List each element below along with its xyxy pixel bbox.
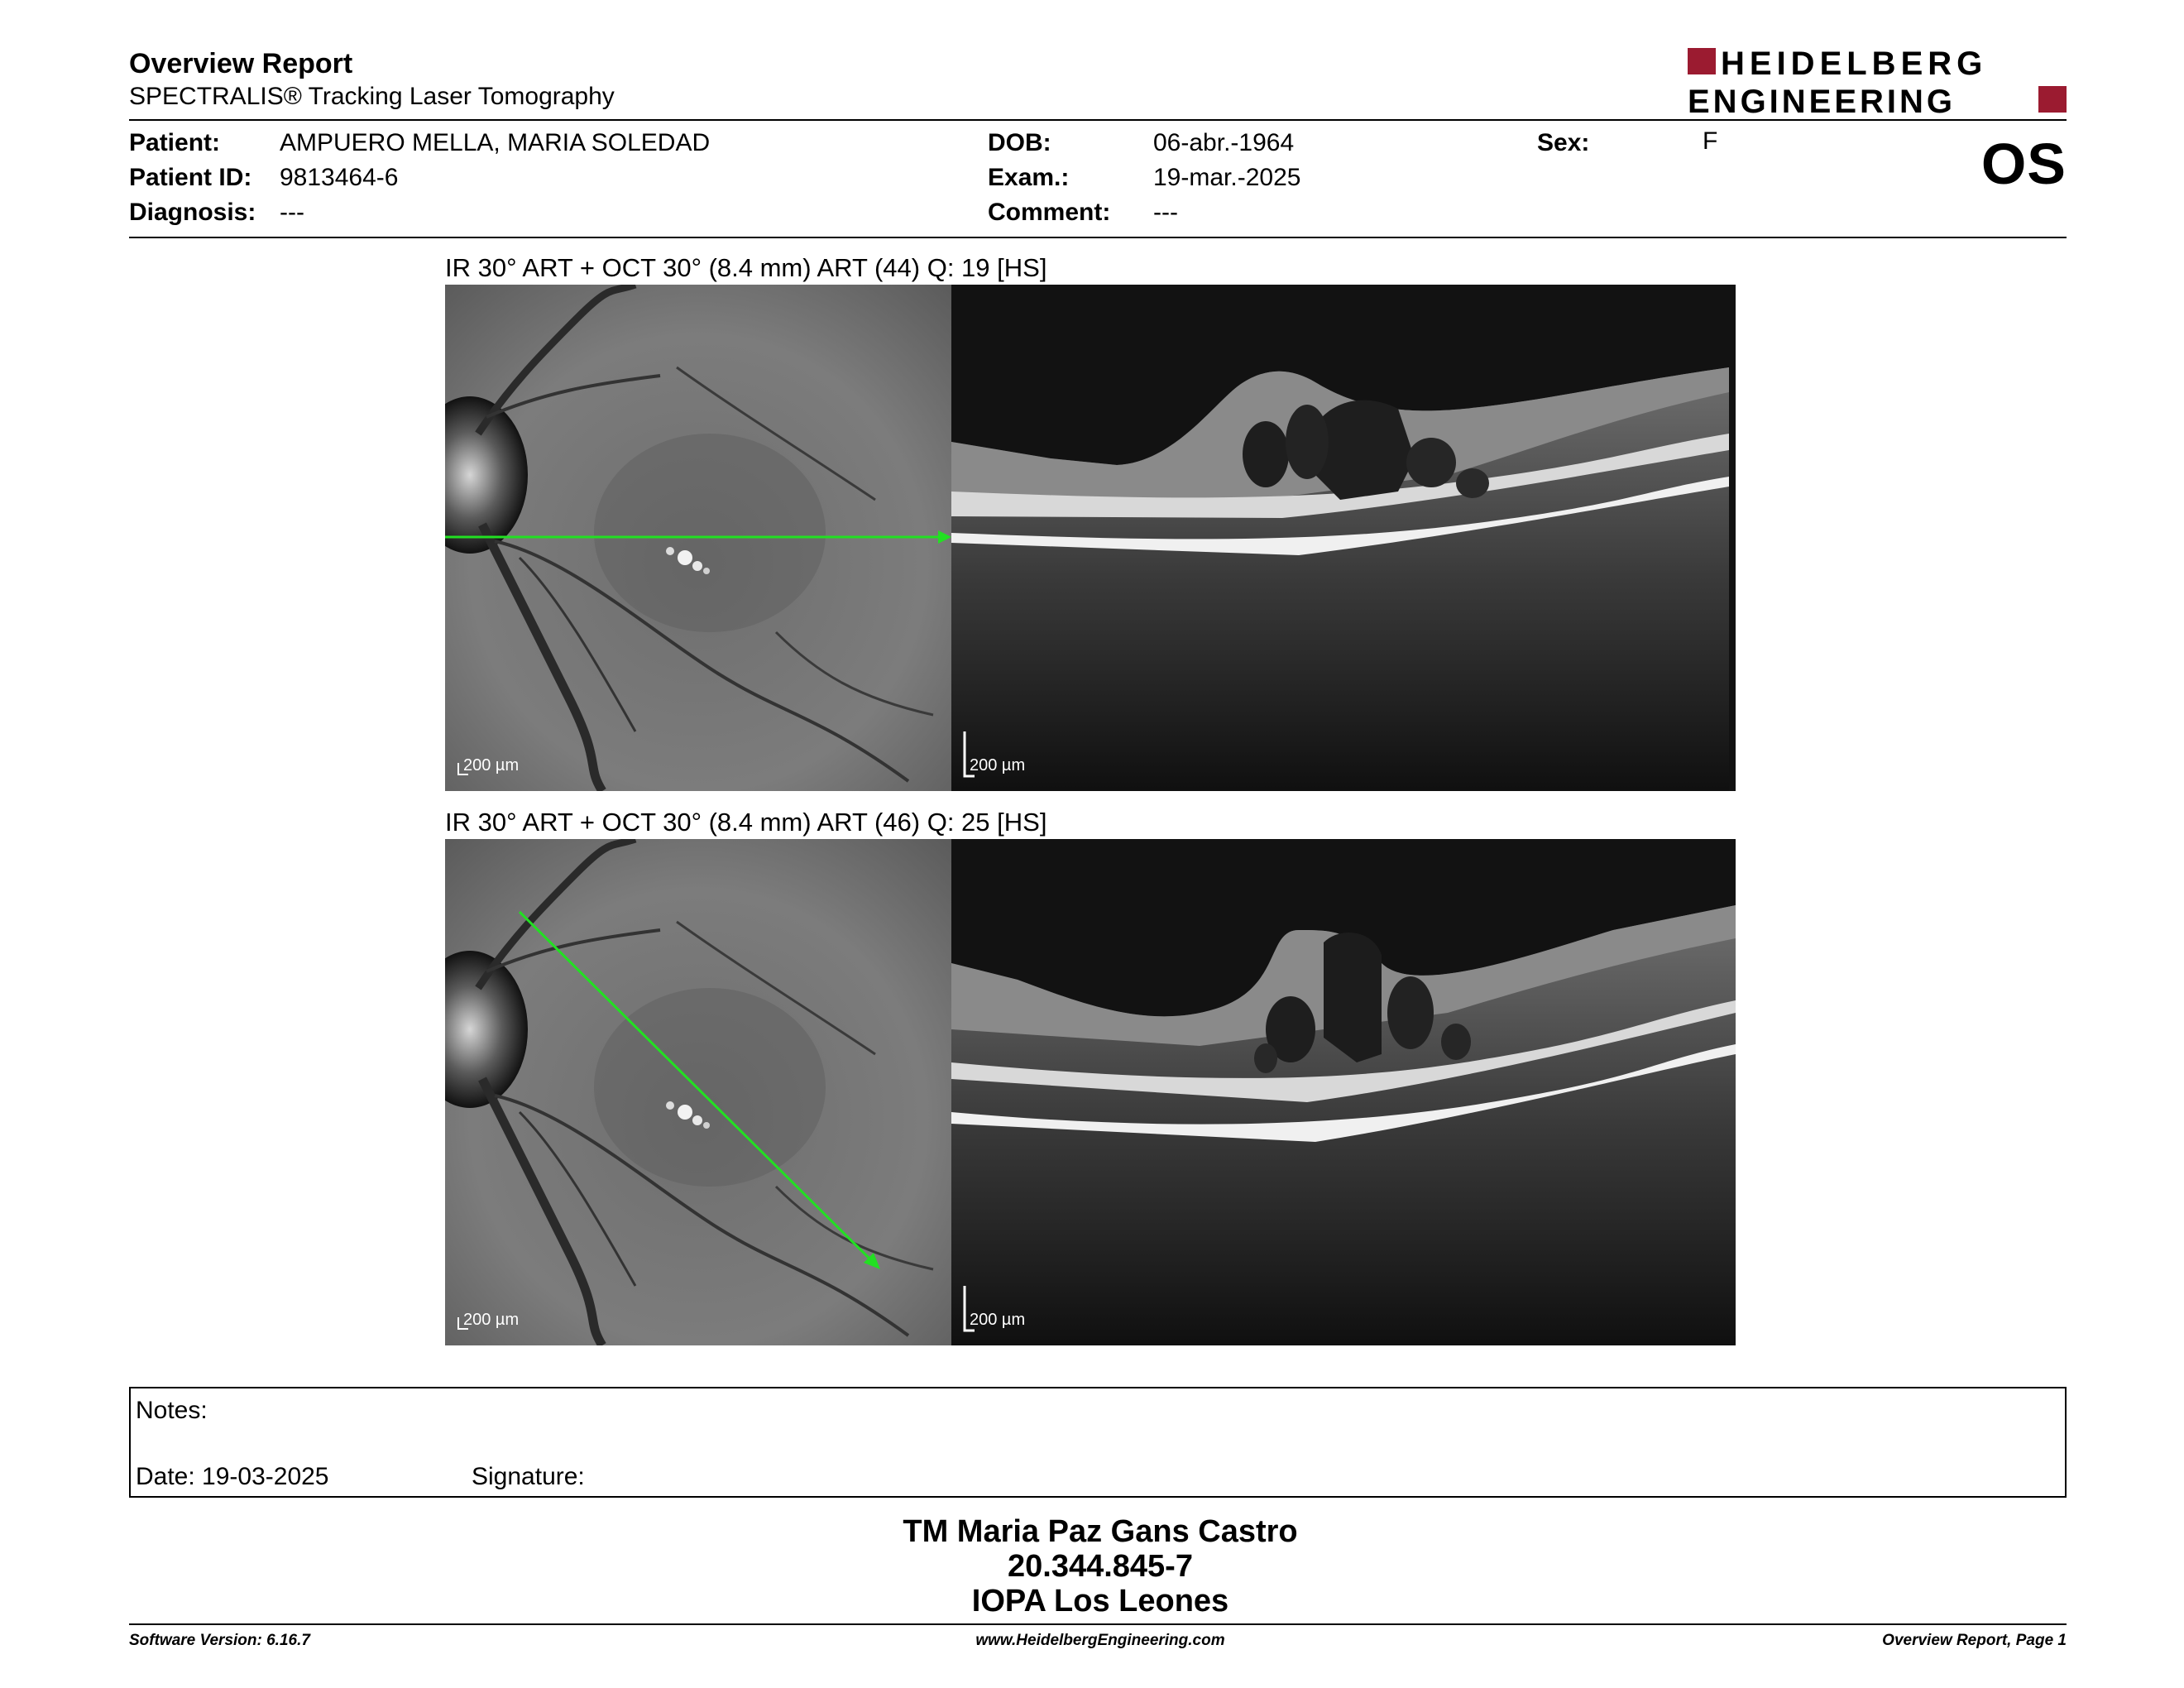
signer-institution: IOPA Los Leones (971, 1584, 1229, 1618)
scan-1-ir-fundus-image (445, 285, 951, 791)
eye-laterality: OS (1980, 132, 2067, 196)
dob-label: DOB: (988, 129, 1051, 156)
patient-id-label: Patient ID: (129, 164, 252, 191)
patient-info-rule (129, 237, 2067, 238)
report-title: Overview Report (129, 48, 353, 79)
patient-id-value: 9813464-6 (280, 164, 399, 191)
footer-website-link[interactable]: www.HeidelbergEngineering.com (975, 1632, 1225, 1649)
scan-1-caption: IR 30° ART + OCT 30° (8.4 mm) ART (44) Q: 19 [HS] (445, 253, 1047, 282)
logo-square-bottom (2038, 86, 2067, 113)
notes-label: Notes: (136, 1397, 208, 1424)
diagnosis-label: Diagnosis: (129, 199, 256, 226)
patient-label: Patient: (129, 129, 221, 156)
scan-2-ir-fundus-image (445, 839, 951, 1345)
heidelberg-logo (1688, 46, 2067, 117)
comment-label: Comment: (988, 199, 1111, 226)
exam-label: Exam.: (988, 164, 1070, 191)
notes-box (129, 1387, 2067, 1498)
scan-2-ir-scale-label: 200 µm (463, 1311, 520, 1329)
scan-2-oct-scale-label: 200 µm (970, 1311, 1026, 1329)
scan-2-caption: IR 30° ART + OCT 30° (8.4 mm) ART (46) Q: 25 [HS] (445, 808, 1047, 837)
footer-page-number: Overview Report, Page 1 (1882, 1632, 2067, 1649)
logo-square-top (1688, 48, 1716, 74)
report-subtitle: SPECTRALIS® Tracking Laser Tomography (129, 83, 615, 110)
patient-name: AMPUERO MELLA, MARIA SOLEDAD (280, 129, 711, 156)
scan-1-oct-scale-label: 200 µm (970, 756, 1026, 774)
exam-value: 19-mar.-2025 (1153, 164, 1301, 191)
signature-label: Signature: (472, 1463, 585, 1490)
scan-1-ir-scale-label: 200 µm (463, 756, 520, 774)
scan-2-oct-bscan-image (951, 839, 1736, 1345)
diagnosis-value: --- (280, 199, 304, 226)
footer-software-version: Software Version: 6.16.7 (129, 1632, 310, 1649)
footer-rule (129, 1623, 2067, 1625)
logo-text-engineering: ENGINEERING (1688, 84, 1956, 117)
signer-rut: 20.344.845-7 (1008, 1549, 1193, 1584)
date-label: Date: 19-03-2025 (136, 1463, 329, 1490)
sex-value: F (1703, 127, 1718, 155)
dob-value: 06-abr.-1964 (1153, 129, 1295, 156)
header-rule (129, 119, 2067, 121)
scan-1-oct-bscan-image (951, 285, 1736, 791)
comment-value: --- (1153, 199, 1178, 226)
signer-name: TM Maria Paz Gans Castro (903, 1514, 1298, 1549)
sex-label: Sex: (1537, 129, 1590, 156)
logo-text-heidelberg: HEIDELBERG (1721, 46, 1988, 82)
